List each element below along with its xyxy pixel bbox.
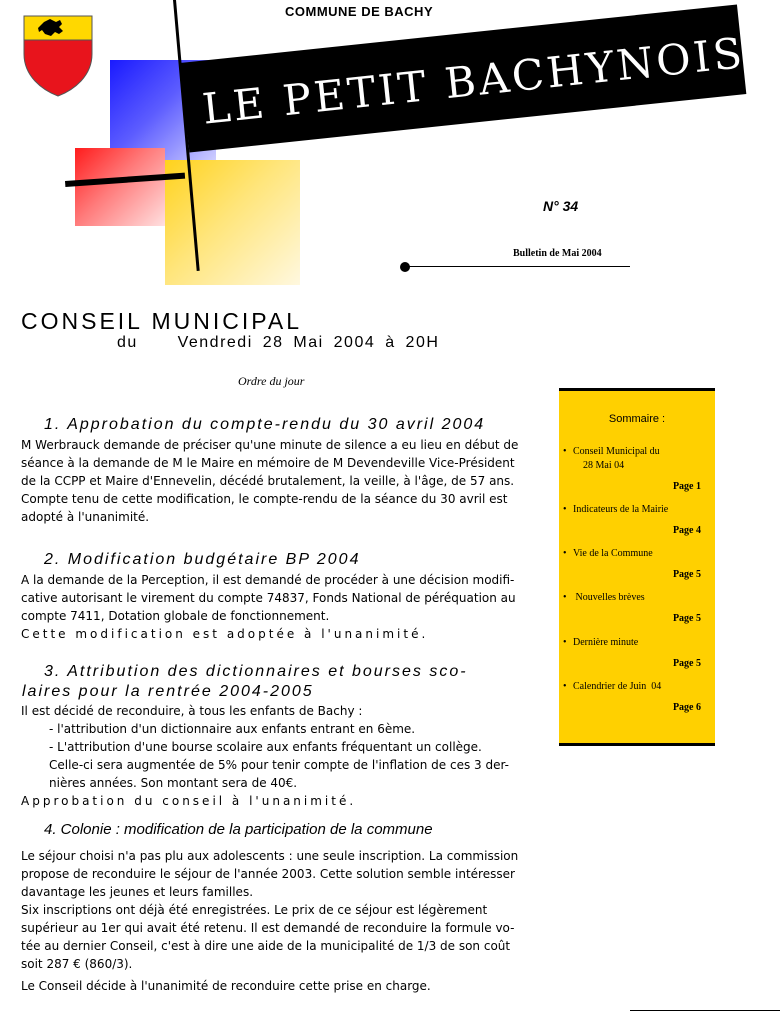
meeting-title: CONSEIL MUNICIPAL [21,308,303,334]
text-line: Le Conseil décide à l'unanimité de reconduire cette prise en charge. [21,979,431,993]
section-3-body [21,702,509,810]
sommaire-item[interactable] [573,680,661,694]
text-line: soit 287 € (860/3). [21,957,133,971]
decor-rule [405,266,630,267]
section-1-heading: 1. Approbation du compte-rendu du 30 avril 2004 [44,416,486,433]
bulletin-date: Bulletin de Mai 2004 [513,248,602,259]
meeting-subtitle: du Vendredi 28 Mai 2004 à 20H [117,334,440,351]
section-4-body [21,847,518,995]
text-line: M Werbrauck demande de préciser qu'une minute de silence a eu lieu en début de [21,438,519,452]
text-line: séance à la demande de M le Maire en mémoire de M Devendeville Vice-Président [21,456,515,470]
text-line: Cette modification est adoptée à l'unanimité. [21,627,429,641]
text-line: adopté à l'unanimité. [21,510,150,524]
agenda-label: Ordre du jour [238,374,305,388]
sommaire-item-label: • Calendrier de Juin 04 [573,681,662,692]
text-line: tée au dernier Conseil, c'est à dire une aide de la municipalité de 1/3 de son coût [21,939,511,953]
decor-yellow-square [165,160,300,285]
sommaire-item-label: • Conseil Municipal du [573,446,660,457]
sommaire-title: Sommaire : [608,413,666,425]
sommaire-item-page[interactable]: Page 5 [672,569,701,580]
text-line: Il est décidé de reconduire, à tous les enfants de Bachy : [21,704,363,718]
sommaire-item-page[interactable]: Page 1 [672,481,701,492]
section-1-body [21,436,518,526]
text-line: supérieur au 1er qui avait été retenu. Il est demandé de reconduire la formule vo- [21,921,515,935]
decor-dot [400,262,410,272]
text-line: compte 7411, Dotation globale de fonctionnement. [21,609,330,623]
text-line: cative autorisant le virement du compte 74837, Fonds National de péréquation au [21,591,516,605]
text-line: A la demande de la Perception, il est demandé de procéder à une décision modifi- [21,573,515,587]
text-line: de la CCPP et Maire d'Ennevelin, décédé brutalement, la veille, à l'âge, de 57 ans. [21,474,515,488]
text-line: nières années. Son montant sera de 40€. [49,776,298,790]
sommaire-item-label: • Vie de la Commune [573,548,653,559]
sommaire-box [559,388,715,746]
sommaire-item[interactable] [573,636,638,650]
heading-line: 3. Attribution des dictionnaires et bourses sco- [44,663,468,680]
footer-rule [630,1010,780,1011]
list-item: - L'attribution d'une bourse scolaire aux enfants fréquentant un collège. [49,740,482,754]
text-line: Six inscriptions ont déjà été enregistrées. Le prix de ce séjour est légèrement [21,903,488,917]
sommaire-item-page[interactable]: Page 5 [672,613,701,624]
sommaire-item-label: • Dernière minute [573,637,639,648]
text-line: Approbation du conseil à l'unanimité. [21,794,357,808]
sommaire-item[interactable] [573,503,668,517]
section-2-heading: 2. Modification budgétaire BP 2004 [44,551,361,568]
section-4-heading: 4. Colonie : modification de la participation de la commune [44,821,433,838]
decor-red-square [75,148,165,226]
sommaire-item-label: • Nouvelles brèves [573,592,645,603]
sommaire-item-page[interactable]: Page 6 [672,702,701,713]
commune-label: COMMUNE DE BACHY [285,4,434,19]
text-line: davantage les jeunes et leurs familles. [21,885,254,899]
sommaire-item[interactable] [573,445,660,473]
newsletter-title: LE PETIT BACHYNOIS [200,28,748,134]
sommaire-item[interactable] [573,591,645,605]
list-item: - l'attribution d'un dictionnaire aux enfants entrant en 6ème. [49,722,416,736]
section-3-heading [22,662,468,702]
section-2-body [21,571,516,643]
sommaire-item-page[interactable]: Page 4 [672,525,701,536]
heading-line: laires pour la rentrée 2004-2005 [22,683,314,700]
text-line: propose de reconduire le séjour de l'année 2003. Cette solution semble intéresser [21,867,515,881]
text-line: Celle-ci sera augmentée de 5% pour tenir compte de l'inflation de ces 3 der- [49,758,509,772]
sommaire-item-label: • Indicateurs de la Mairie [573,504,669,515]
issue-number: N° 34 [543,198,579,214]
text-line: Compte tenu de cette modification, le compte-rendu de la séance du 30 avril est [21,492,508,506]
text-line: Le séjour choisi n'a pas plu aux adolescents : une seule inscription. La commission [21,849,519,863]
sommaire-item-page[interactable]: Page 5 [672,658,701,669]
coat-of-arms-icon [22,14,94,98]
sommaire-item-label: 28 Mai 04 [583,460,625,471]
sommaire-item[interactable] [573,547,653,561]
